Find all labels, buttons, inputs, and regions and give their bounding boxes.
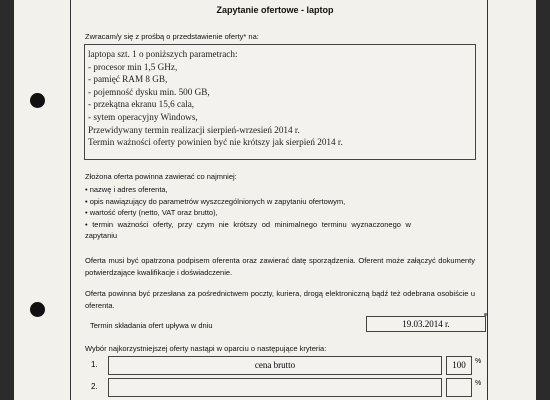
spec-line: - przekątna ekranu 15,6 cala, — [88, 99, 195, 110]
delivery-paragraph: Oferta powinna być przesłana za pośrednictwem poczty, kuriera, drogą elektroniczną bądź też odebrana osobiście u oferenta. — [85, 289, 475, 310]
criterion-weight-field[interactable] — [446, 378, 472, 397]
spec-line: laptopa szt. 1 o poniższych parametrach: — [88, 49, 238, 59]
requirement-item: • opis nawiązujący do parametrów wyszczególnionych w zapytaniu ofertowym, — [85, 196, 346, 206]
percent-sign: % — [475, 358, 482, 365]
criteria-intro: Wybór najkorzystniejszej oferty nastąpi w oparciu o następujące kryteria: — [85, 344, 327, 353]
criterion-number: 1. — [91, 360, 98, 369]
intro-text: Zwracam/y się z prośbą o przedstawienie oferty* na: — [85, 32, 259, 41]
document-page — [14, 0, 536, 400]
requirement-item: zapytaniu — [85, 231, 118, 240]
spec-line: Przewidywany termin realizacji sierpień-wrzesień 2014 r. — [88, 124, 300, 135]
requirement-item: • nazwę i adres oferenta, — [85, 185, 168, 194]
spec-line: - pojemność dysku min. 500 GB, — [88, 86, 210, 97]
criterion-name-field[interactable] — [108, 378, 442, 397]
deadline-label: Termin składania ofert upływa w dniu — [90, 321, 213, 330]
spec-line: - pamięć RAM 8 GB, — [88, 74, 168, 85]
punch-hole-top — [30, 93, 45, 108]
spec-text — [85, 45, 475, 149]
percent-sign: % — [475, 380, 482, 387]
spec-box — [84, 44, 476, 160]
spec-line: Termin ważności oferty powinien być nie krótszy jak sierpień 2014 r. — [88, 137, 343, 148]
requirement-item: • termin ważności oferty, przy czym nie krótszy od minimalnego terminu wyznaczonego w — [85, 219, 411, 229]
form-title: Zapytanie ofertowe - laptop — [216, 5, 334, 15]
requirements-list — [85, 184, 475, 242]
spec-line: - procesor min 1,5 GHz, — [88, 61, 178, 72]
criterion-name-field[interactable]: cena brutto — [108, 356, 442, 375]
deadline-field[interactable]: 19.03.2014 r. — [366, 316, 486, 332]
requirements-intro: Złożona oferta powinna zawierać co najmniej: — [85, 172, 237, 181]
signature-paragraph: Oferta musi być opatrzona podpisem oferenta oraz zawierać datę sporządzenia. Oferent może załączyć dokumenty potwierdzające kwalifikacje i doświadczenie. — [85, 256, 475, 277]
requirement-item: • wartość oferty (netto, VAT oraz brutto), — [85, 208, 218, 217]
criterion-number: 2. — [91, 382, 98, 391]
criterion-weight-field[interactable]: 100 — [446, 356, 472, 375]
punch-hole-bottom — [30, 302, 45, 317]
spec-line: - sytem operacyjny Windows, — [88, 111, 198, 122]
scan-mark — [484, 313, 487, 316]
